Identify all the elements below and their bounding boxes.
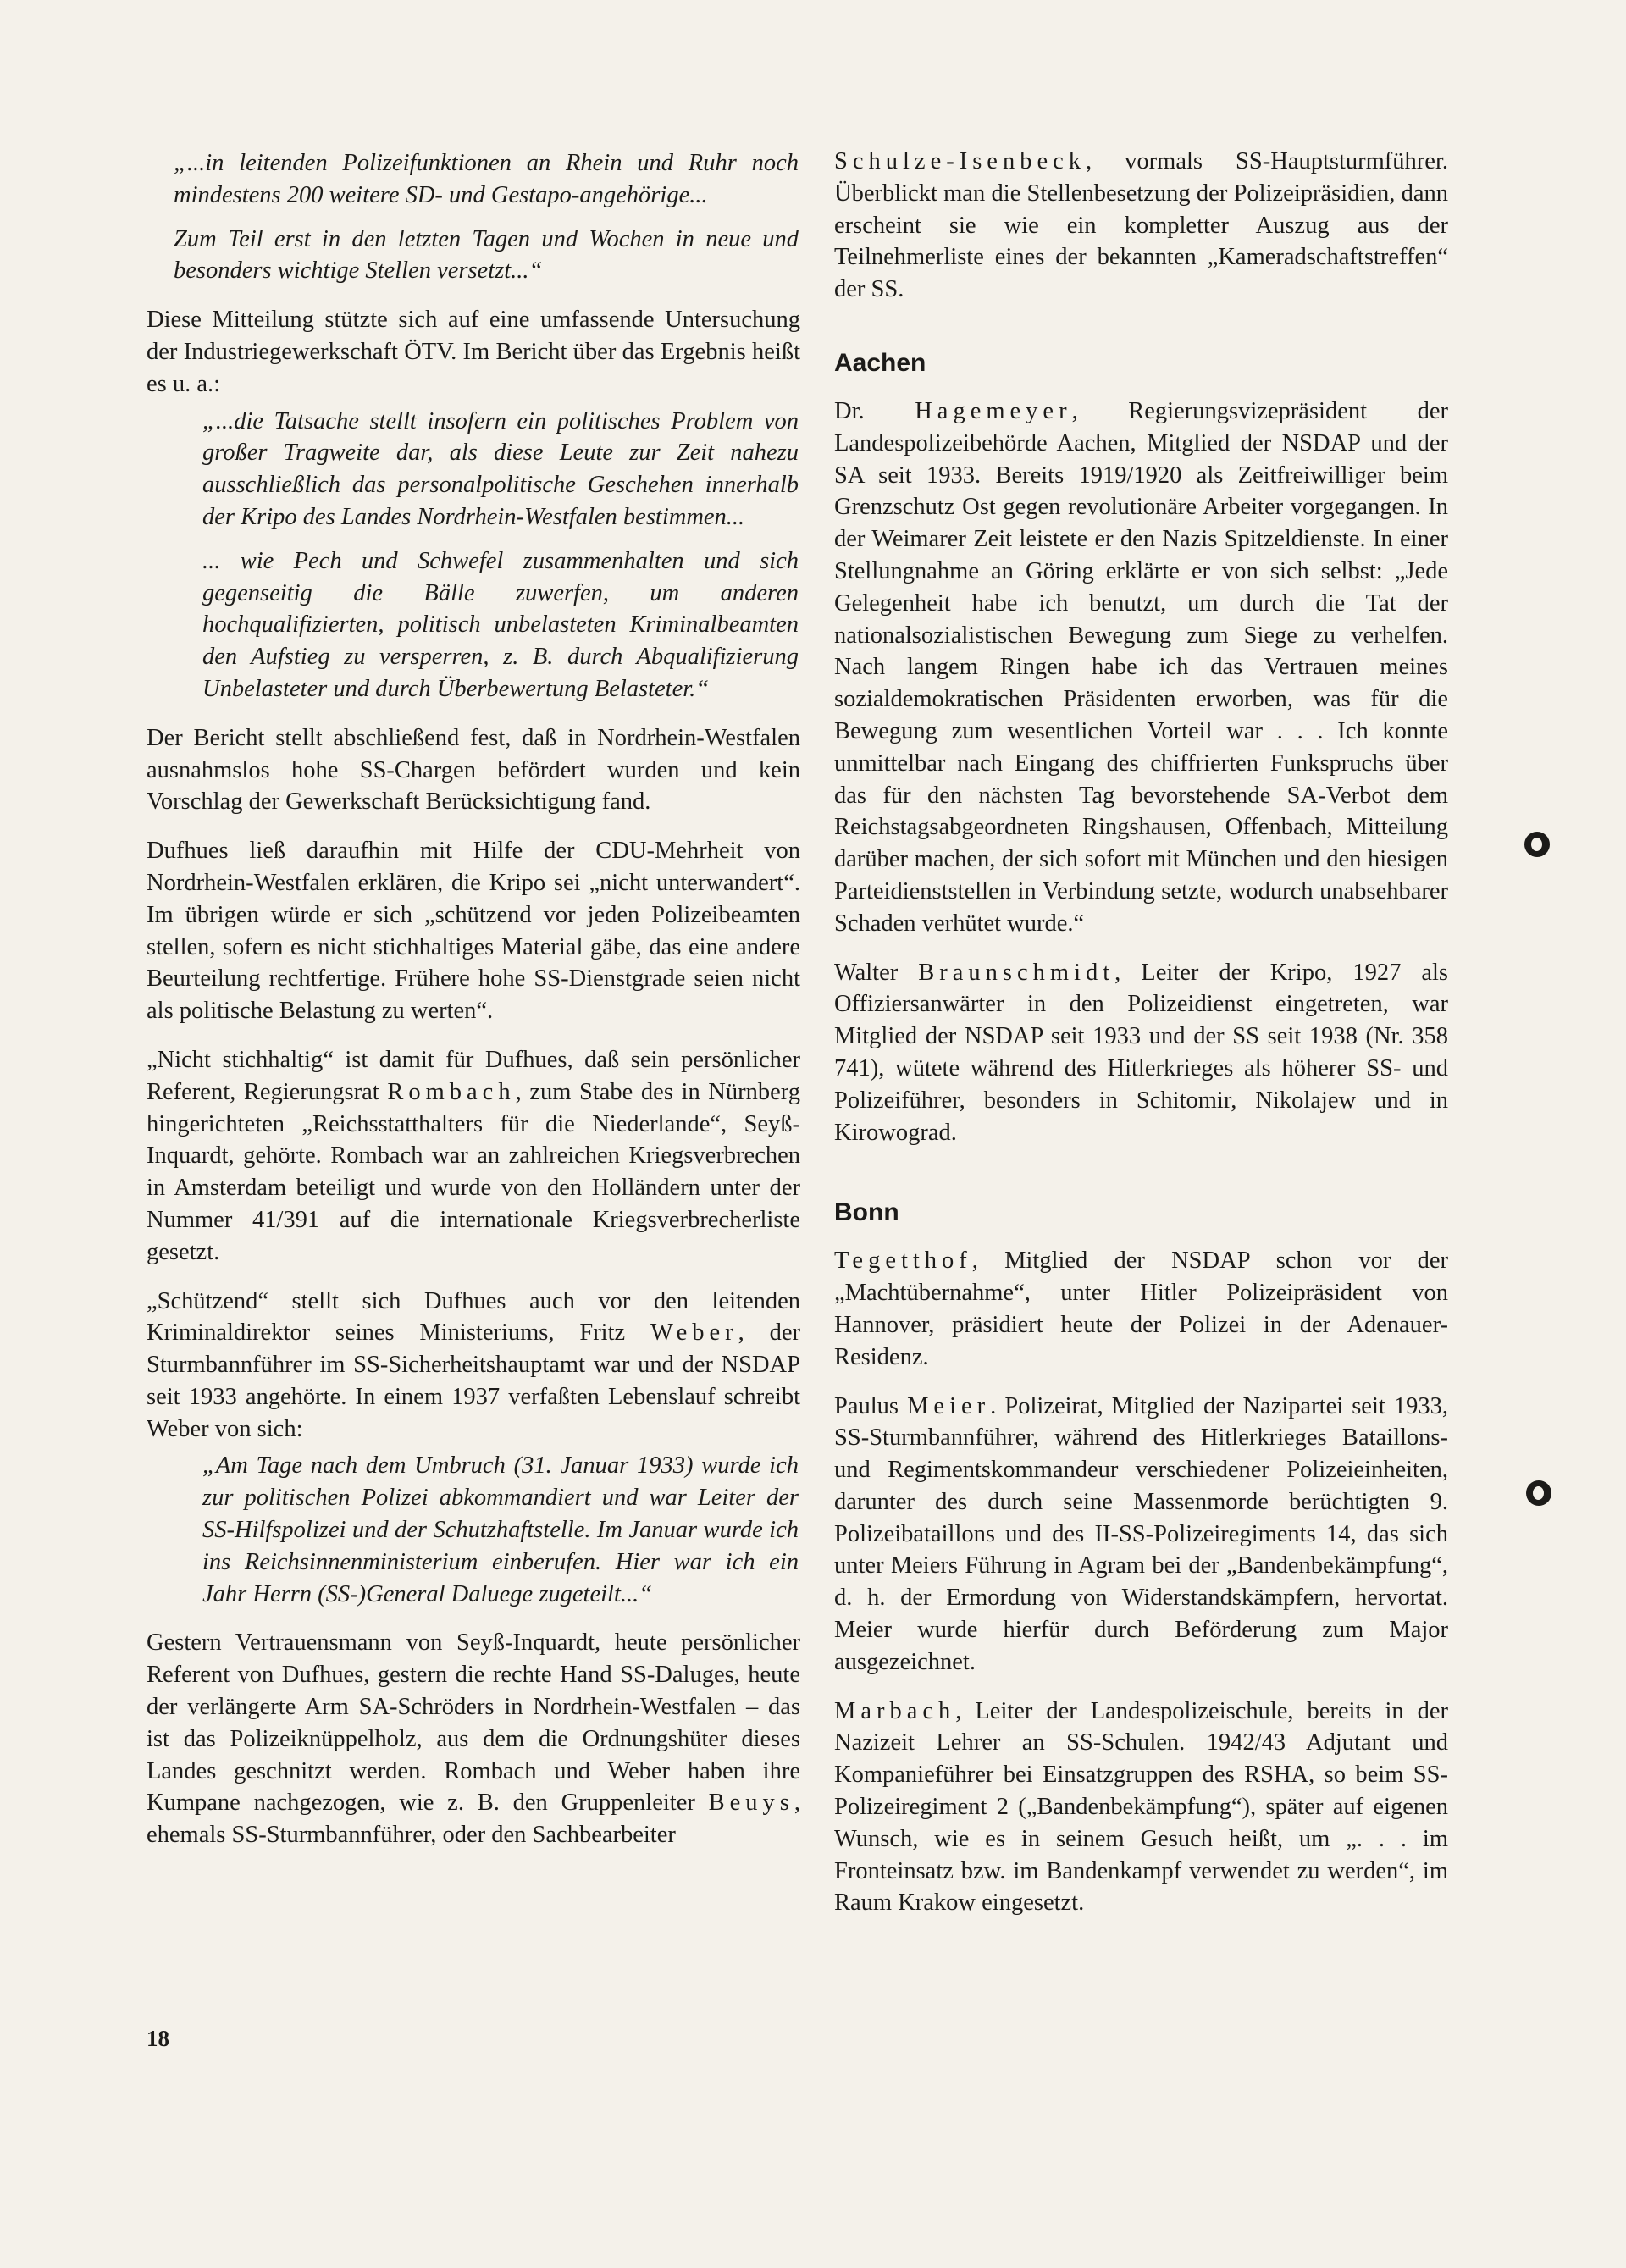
body-paragraph (834, 957, 1448, 1149)
body-paragraph (147, 1627, 800, 1851)
text-run: , zum Stabe des in Nürnberg hingerichteten „Reichsstatthalters für die Niederlande“, Seyß-Inquardt, gehörte. Rombach war an zahlreichen Kriegsverbrechen in Amsterdam beteiligt und wurde von den Holländern unter der Nummer 41/391 auf die internationale Kriegsverbrecherliste gesetzt. (147, 1078, 801, 1265)
text-run: , Leiter der Landespolizeischule, bereits in der Nazizeit Lehrer an SS-Schulen. 1942/43 Adjutant und Kompanieführer bei Einsatzgruppen des RSHA, so beim SS-Polizeiregiment 2 („Bandenbekämpfung“), später auf eigenen Wunsch, wie es in seinem Gesuch heißt, um „. . . im Fronteinsatz bzw. im Bandenkampf verwendet zu werden“, im Raum Krakow eingesetzt. (834, 1697, 1448, 1917)
text-run: „Nicht stichhaltig“ ist damit für Dufhues, daß sein persönlicher Referent, Regierungsrat (147, 1046, 800, 1105)
quote-block-3 (147, 1450, 800, 1610)
text-run: Dr. (834, 397, 865, 424)
punch-hole-mark (1526, 1480, 1551, 1506)
person-name: Beuys (708, 1790, 794, 1817)
text-run: Walter (834, 959, 899, 986)
page-number: 18 (147, 2026, 169, 2051)
body-paragraph (834, 396, 1448, 940)
text-run: . Polizeirat, Mitglied der Nazipartei seit 1933, SS-Sturmbannführer, während des Hitlerkrieges Bataillons- und Regimentskommandeur verschiedener Polizeieinheiten, darunter des durch seine Massenmorde berüchtigten 9. Polizeibataillons und des II-SS-Polizeiregiments 14, das sich unter Meiers Führung in Agram bei der „Bandenbekämpfung“, d. h. der Ermordung von Widerstandskämpfern, hervortat. Meier wurde hierfür durch Beförderung zum Major ausgezeichnet. (834, 1392, 1448, 1675)
person-name: Hagemeyer (915, 397, 1072, 424)
text-run: Paulus (834, 1392, 899, 1419)
person-name: Rombach (387, 1078, 516, 1105)
quote-block-1 (147, 147, 800, 287)
left-column (147, 142, 800, 1851)
quote-paragraph: „...die Tatsache stellt insofern ein politisches Problem von großer Tragweite dar, als diese Leute zur Zeit nahezu ausschließlich das personalpolitische Geschehen innerhalb der Kripo des Landes Nordrhein-Westfalen bestimmen... (202, 407, 799, 530)
quote-paragraph: „Am Tage nach dem Umbruch (31. Januar 1933) wurde ich zur politischen Polizei abkommandiert und war Leiter der SS-Hilfspolizei und der Schutzhaftstelle. Im Januar wurde ich ins Reichsinnenministerium einberufen. Hier war ich ein Jahr Herrn (SS-)General Daluege zugeteilt...“ (202, 1452, 799, 1607)
person-name: Marbach (834, 1697, 956, 1724)
body-paragraph (147, 1044, 800, 1269)
person-name: Weber (650, 1319, 738, 1347)
quote-paragraph: ... wie Pech und Schwefel zusammenhalten und sich gegenseitig die Bälle zuwerfen, um anderen hochqualifizierten, politisch unbelasteten Kriminalbeamten den Aufstieg zu versperren, z. B. durch Abqualifizierung Unbelasteter und durch Überbewertung Belasteter.“ (202, 547, 799, 702)
section-heading-aachen: Aachen (834, 348, 926, 377)
person-name: Braunschmidt (918, 959, 1115, 986)
body-paragraph: Diese Mitteilung stützte sich auf eine umfassende Untersuchung der Industriegewerkschaft ÖTV. Im Bericht über das Ergebnis heißt es u. a.: (147, 307, 800, 397)
body-paragraph (834, 146, 1448, 306)
text-run: , Mitglied der NSDAP schon vor der „Machtübernahme“, unter Hitler Polizeipräsident von Hannover, präsidiert heute der Polizei in der Adenauer-Residenz. (834, 1247, 1448, 1370)
person-name: Meier (907, 1392, 991, 1419)
quote-block-2 (147, 406, 800, 705)
text-run: , Regierungsvizepräsident der Landespolizeibehörde Aachen, Mitglied der NSDAP und der SA seit 1933. Bereits 1919/1920 als Zeitfreiwilliger beim Grenzschutz Ost gegen revolutionäre Arbeiter vorgegangen. In der Weimarer Zeit leistete er den Nazis Spitzeldienste. In einer Stellungnahme an Göring erklärte er von sich selbst: „Jede Gelegenheit habe ich benutzt, um durch die Tat der nationalsozialistischen Bewegung zum Siege zu verhelfen. Nach langem Ringen habe ich das Vertrauen meines sozialdemokratischen Präsidenten erworben, was für die Bewegung zum wesentlichen Vorteil war . . . Ich konnte unmittelbar nach Eingang des chiffrierten Funkspruchs über das für den nächsten Tag bevorstehende SA-Verbot dem Reichstagsabgeordneten Ringshausen, Offenbach, Mitteilung darüber machen, der sich sofort mit München und den hiesigen Parteidienststellen in Verbindung setzte, wodurch unabsehbarer Schaden verhütet wurde.“ (834, 397, 1448, 937)
body-paragraph (834, 1391, 1448, 1679)
quote-paragraph: Zum Teil erst in den letzten Tagen und Wochen in neue und besonders wichtige Stellen versetzt...“ (174, 225, 799, 285)
body-paragraph: Dufhues ließ daraufhin mit Hilfe der CDU-Mehrheit von Nordrhein-Westfalen erklären, die Kripo sei „nicht unterwandert“. Im übrigen würde er sich „schützend vor jeden Polizeibeamten stellen, sofern es nicht stichhaltiges Material gäbe, das eine andere Beurteilung rechtfertige. Frühere hohe SS-Dienstgrade seien nicht als politische Belastung zu werten“. (147, 838, 800, 1025)
text-run: , der Sturmbannführer im SS-Sicherheitshauptamt war und der NSDAP seit 1933 angehörte. In einem 1937 verfaßten Lebenslauf schreibt Weber von sich: (147, 1319, 801, 1442)
body-paragraph (834, 1245, 1448, 1373)
section-heading-bonn: Bonn (834, 1198, 899, 1227)
person-name: Tegetthof (834, 1247, 972, 1275)
person-name: Schulze-Isenbeck (834, 148, 1086, 174)
text-run: „Schützend“ stellt sich Dufhues auch vor den leitenden Kriminaldirektor seines Ministeriums, Fritz (147, 1287, 800, 1347)
text-run: , ehemals SS-Sturmbannführer, oder den Sachbearbeiter (147, 1790, 800, 1849)
text-run: Gestern Vertrauensmann von Seyß-Inquardt, heute persönlicher Referent von Dufhues, gestern die rechte Hand SS-Daluges, heute der verlängerte Arm SA-Schröders in Nordrhein-Westfalen – das ist das Polizeiknüppelholz, aus dem die Ordnungshüter dieses Landes geschnitzt werden. Rombach und Weber haben ihre Kumpane nachgezogen, wie z. B. den Gruppenleiter (147, 1629, 800, 1817)
body-paragraph (147, 1286, 800, 1446)
quote-paragraph: „...in leitenden Polizeifunktionen an Rhein und Ruhr noch mindestens 200 weitere SD- und Gestapo-angehörige... (174, 150, 799, 208)
punch-hole-mark (1524, 832, 1550, 857)
right-column (834, 146, 1448, 1919)
text-run: , Leiter der Kripo, 1927 als Offiziersanwärter in den Polizeidienst eingetreten, war Mitglied der NSDAP seit 1933 und der SS seit 1938 (Nr. 358 741), wütete während des Hitlerkrieges als höherer SS- und Polizeiführer, besonders in Schitomir, Nikolajew und in Kirowograd. (834, 959, 1449, 1146)
body-paragraph: Der Bericht stellt abschließend fest, daß in Nordrhein-Westfalen ausnahmslos hohe SS-Chargen befördert wurden und kein Vorschlag der Gewerkschaft Berücksichtigung fand. (147, 724, 800, 816)
text-run: , vormals SS-Hauptsturmführer. Überblickt man die Stellenbesetzung der Polizeipräsidien, dann erscheint sie wie ein kompletter Auszug aus der Teilnehmerliste eines der bekannten „Kameradschaftstreffen“ der SS. (834, 148, 1448, 303)
body-paragraph (834, 1695, 1448, 1920)
